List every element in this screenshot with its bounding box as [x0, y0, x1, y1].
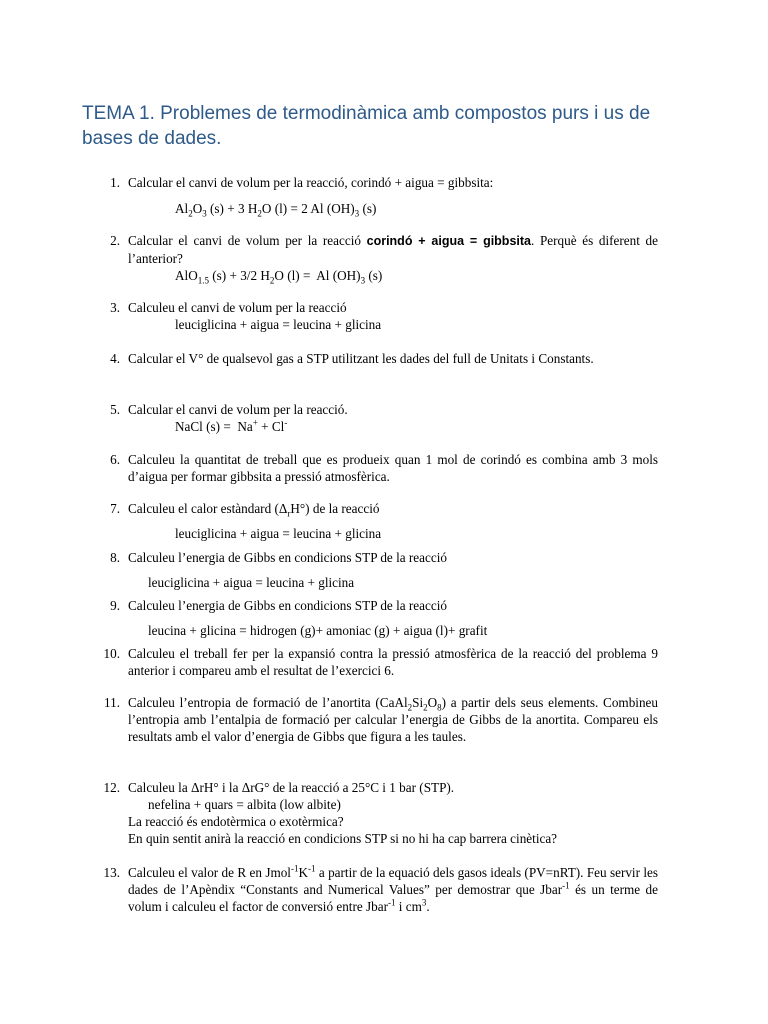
- reaction: leuciglicina + aigua = leucina + glicina: [175, 317, 382, 332]
- reaction: leuciglicina + aigua = leucina + glicina: [148, 575, 355, 590]
- item-number: 13.: [103, 865, 120, 880]
- reaction: leuciglicina + aigua = leucina + glicina: [175, 526, 382, 541]
- problem-11: [100, 694, 658, 745]
- item-text: Calculeu la ΔrH° i la ΔrG° de la reacció a 25°C i 1 bar (STP).: [128, 780, 455, 795]
- item-text: Calcular el canvi de volum per la reacció.: [128, 402, 348, 417]
- item-number: 7.: [110, 501, 120, 516]
- equation: AlO$_{1.5}$ (s) + 3/2 $H_2O$ (l) = Al $(OH)_3$ (s): [175, 268, 383, 286]
- item-text: Calculeu el treball fer per la expansió contra la pressió atmosfèrica de la reacció del problema 9 anterior i compareu amb el resultat de l’exercici 6.: [128, 646, 658, 678]
- problem-8: [100, 549, 658, 591]
- problem-5: [100, 401, 658, 435]
- item-text: Calculeu el canvi de volum per la reacció: [128, 300, 347, 315]
- item-text: Calculeu l’entropia de formació de l’anortita $(CaAl_2Si_2O_8)$ a partir dels seus elements. Combineu l’entropia amb l’entalpia de formació per calcular l’energia de Gibbs de la anortita. Compareu els resultats amb el valor d’energia de Gibbs que figura a les taules.: [128, 695, 658, 744]
- problem-6: [100, 451, 658, 485]
- problem-4: [100, 350, 658, 367]
- problem-10: [100, 645, 658, 679]
- item-number: 5.: [110, 402, 120, 417]
- item-number: 3.: [110, 300, 120, 315]
- problem-3: [100, 299, 658, 333]
- item-text: Calculeu el valor de R en $Jmol^{-1}K^{-1}$ a partir de la equació dels gasos ideals (PV=nRT). Feu servir les dades de l’Apèndix “Constants and Numerical Values” per demostrar que Jbar$^{-1}$ és un terme de volum i calculeu el factor de conversió entre Jbar$^{-1}$ i $cm^3$.: [128, 863, 659, 914]
- item-number: 12.: [103, 780, 120, 795]
- item-number: 2.: [110, 233, 120, 248]
- item-number: 11.: [104, 695, 120, 710]
- item-text: Calcular el canvi de volum per la reacció corindó + aigua = gibbsita. Perquè és diferent de l’anterior?: [128, 233, 658, 266]
- item-number: 1.: [110, 175, 120, 190]
- reaction: nefelina + quars = albita (low albite): [148, 797, 341, 812]
- item-number: 4.: [110, 351, 120, 366]
- problem-2: [100, 232, 658, 284]
- page-title: TEMA 1. Problemes de termodinàmica amb compostos purs i us de bases de dades.: [82, 103, 651, 149]
- item-number: 6.: [110, 452, 120, 467]
- item-number: 8.: [110, 550, 120, 565]
- item-number: 10.: [103, 646, 120, 661]
- item-text: Calculeu el calor estàndard $(\Delta_rH^\circ)$ de la reacció: [128, 501, 380, 519]
- item-text: Calculeu l’energia de Gibbs en condicions STP de la reacció: [128, 598, 447, 613]
- equation: $Al_2O_3$ (s) + 3 $H_2O$ (l) = 2 Al $(OH)_3$ (s): [175, 201, 377, 219]
- item-text: Calcular el canvi de volum per la reacció, corindó + aigua = gibbsita:: [128, 175, 494, 190]
- item-text: Calculeu l’energia de Gibbs en condicions STP de la reacció: [128, 550, 447, 565]
- item-number: 9.: [110, 598, 120, 613]
- item-text: Calcular el V° de qualsevol gas a STP utilitzant les dades del full de Unitats i Constants.: [128, 351, 594, 366]
- problem-12: [100, 779, 658, 847]
- problem-1: [100, 174, 658, 217]
- problem-13: [100, 864, 658, 915]
- problem-9: [100, 597, 658, 639]
- equation: NaCl (s) = Na+ + Cl-: [175, 417, 288, 434]
- question-line: La reacció és endotèrmica o exotèrmica?: [128, 814, 344, 829]
- question-line: En quin sentit anirà la reacció en condicions STP si no hi ha cap barrera cinètica?: [128, 831, 558, 846]
- reaction: leucina + glicina = hidrogen (g)+ amoniac (g) + aigua (l)+ grafit: [148, 623, 488, 638]
- item-text: Calculeu la quantitat de treball que es produeix quan 1 mol de corindó es combina amb 3 mols d’aigua per formar gibbsita a pressió atmosfèrica.: [128, 452, 658, 484]
- problem-7: [100, 500, 658, 542]
